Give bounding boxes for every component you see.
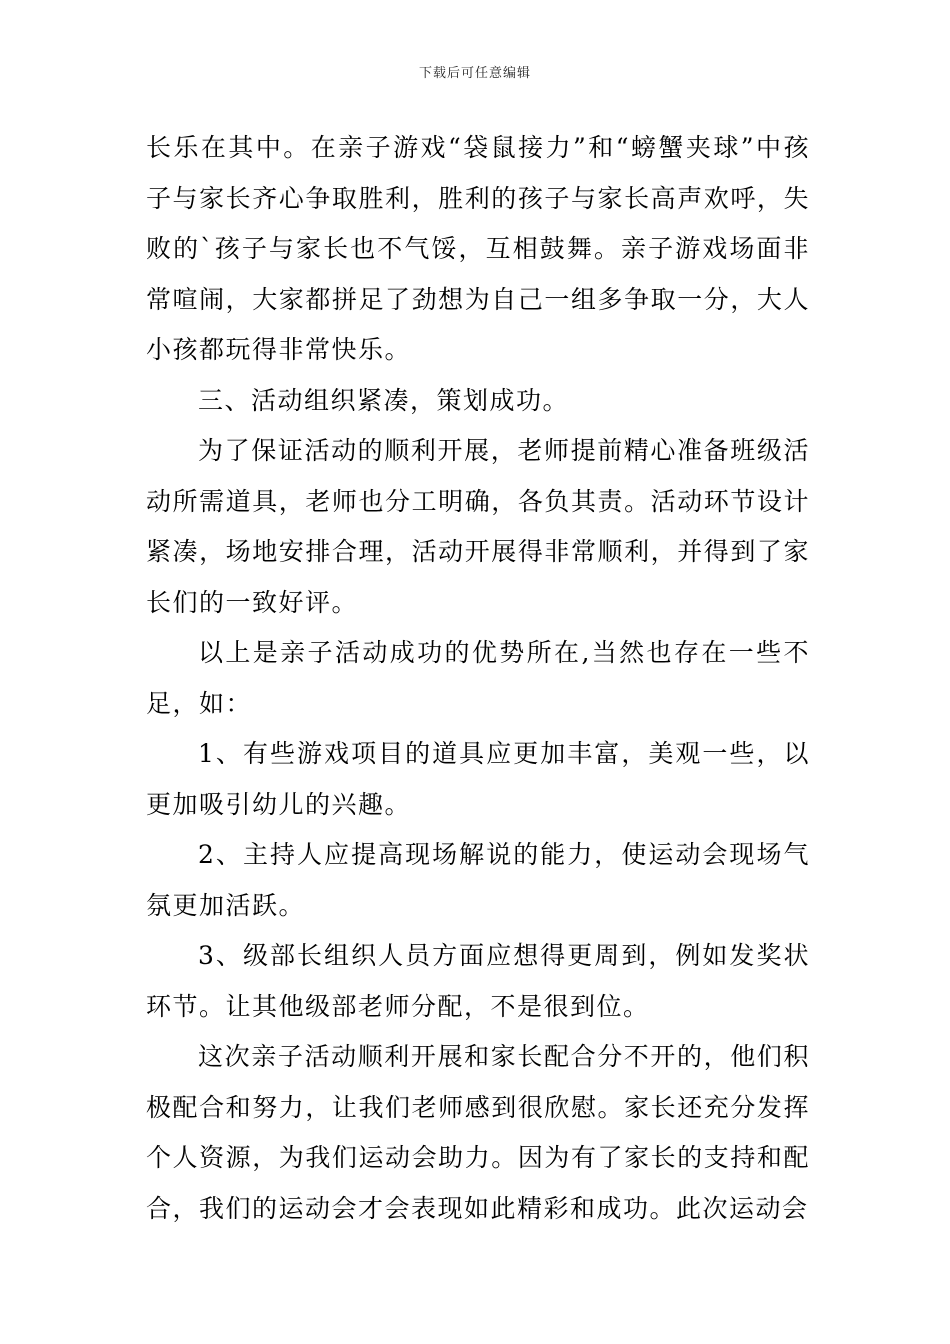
- paragraph-2-section-heading: 三、活动组织紧凑，策划成功。: [198, 385, 570, 415]
- list-item-2: 2、主持人应提高现场解说的能力，使运动会现场气氛更加活跃。: [146, 840, 810, 920]
- list-item-3: 3、级部长组织人员方面应想得更周到，例如发奖状环节。让其他级部老师分配，不是很到位。: [146, 941, 810, 1021]
- paragraph-closing: 这次亲子活动顺利开展和家长配合分不开的，他们积极配合和努力，让我们老师感到很欣慰。家长还充分发挥个人资源，为我们运动会助力。因为有了家长的支持和配合，我们的运动会才会表现如此精彩和成功。此次运动会: [146, 1042, 810, 1223]
- paragraph-1: 长乐在其中。在亲子游戏“袋鼠接力”和“螃蟹夹球”中孩子与家长齐心争取胜利，胜利的孩子与家长高声欢呼，失败的`孩子与家长也不气馁，互相鼓舞。亲子游戏场面非常喧闹，大家都拼足了劲想为自己一组多争取一分，大人小孩都玩得非常快乐。: [146, 133, 810, 364]
- page-header-note: 下载后可任意编辑: [418, 66, 531, 81]
- document-body: [146, 123, 810, 1234]
- paragraph-4: 以上是亲子活动成功的优势所在,当然也存在一些不足，如：: [146, 638, 810, 718]
- paragraph-3: 为了保证活动的顺利开展，老师提前精心准备班级活动所需道具，老师也分工明确，各负其责。活动环节设计紧凑，场地安排合理，活动开展得非常顺利，并得到了家长们的一致好评。: [146, 436, 810, 617]
- list-item-1: 1、有些游戏项目的道具应更加丰富，美观一些，以更加吸引幼儿的兴趣。: [146, 739, 810, 819]
